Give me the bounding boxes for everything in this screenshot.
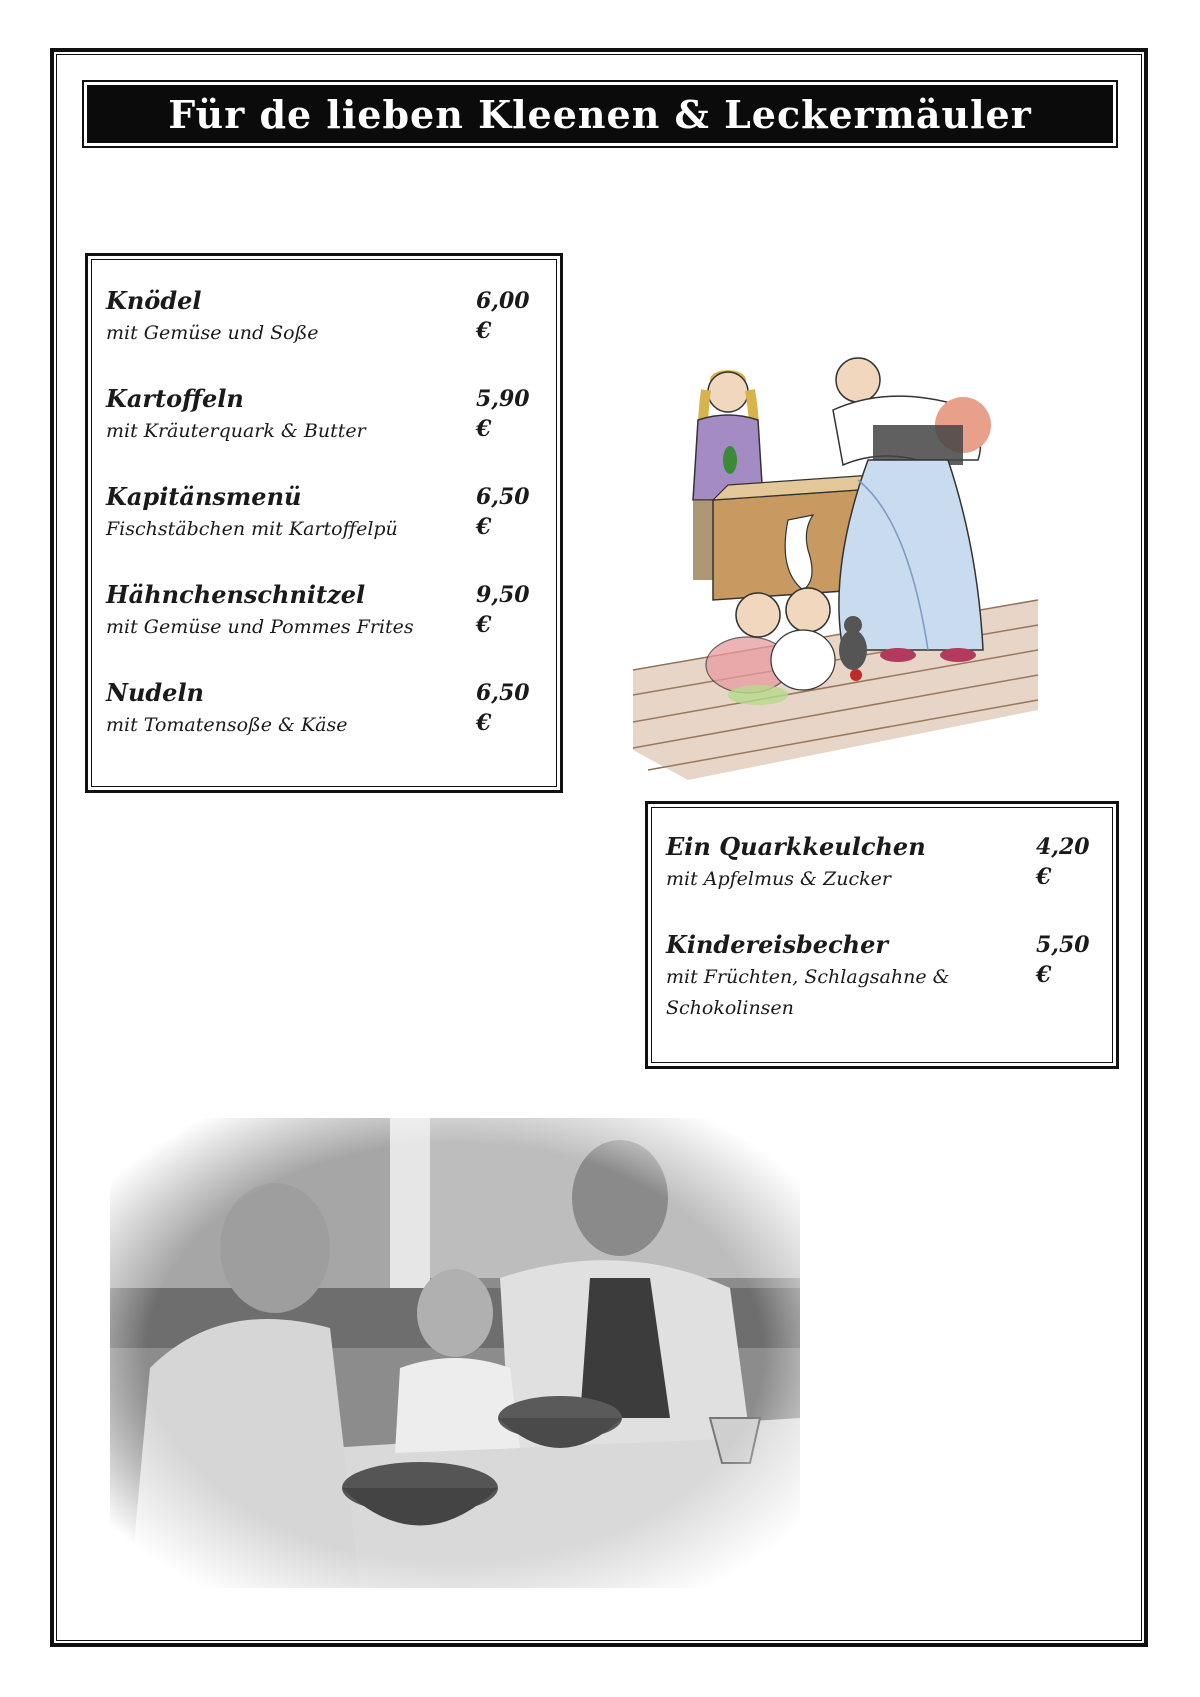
item-name: Ein Quarkkeulchen [666, 832, 926, 861]
item-name: Knödel [106, 286, 202, 315]
item-name: Kartoffeln [106, 384, 244, 413]
menu-item [666, 930, 1096, 1024]
kitchen-scene-drawing [628, 350, 1048, 780]
menu-item [666, 832, 1096, 895]
title-bar [87, 85, 1113, 143]
item-description: mit Apfelmus & Zucker [666, 868, 891, 890]
item-description: mit Gemüse und Soße [106, 322, 319, 344]
item-description: Fischstäbchen mit Kartoffelpü [106, 518, 398, 540]
item-price: 6,00 € [476, 288, 530, 344]
item-name: Kapitänsmenü [106, 482, 302, 511]
menu-item [106, 580, 540, 643]
family-meal-photo [110, 1118, 800, 1588]
item-name: Kindereisbecher [666, 930, 889, 959]
item-name: Hähnchenschnitzel [106, 580, 366, 609]
item-price: 5,90 € [476, 386, 530, 442]
menu-item [106, 384, 540, 447]
item-price: 6,50 € [476, 484, 530, 540]
page-title: Für de lieben Kleenen & Leckermäuler [168, 91, 1032, 137]
menu-item [106, 482, 540, 545]
item-description: mit Tomatensoße & Käse [106, 714, 348, 736]
item-price: 4,20 € [1036, 834, 1090, 890]
item-price: 5,50 € [1036, 932, 1090, 988]
menu-item [106, 678, 540, 741]
main-dishes-box [85, 253, 563, 793]
item-price: 9,50 € [476, 582, 530, 638]
menu-item [106, 286, 540, 349]
item-description: mit Gemüse und Pommes Frites [106, 616, 414, 638]
item-description: mit Kräuterquark & Butter [106, 420, 366, 442]
dessert-box [645, 801, 1119, 1069]
item-price: 6,50 € [476, 680, 530, 736]
title-banner [82, 80, 1118, 148]
item-name: Nudeln [106, 678, 205, 707]
item-description: mit Früchten, Schlagsahne & Schokolinsen [666, 966, 950, 1019]
